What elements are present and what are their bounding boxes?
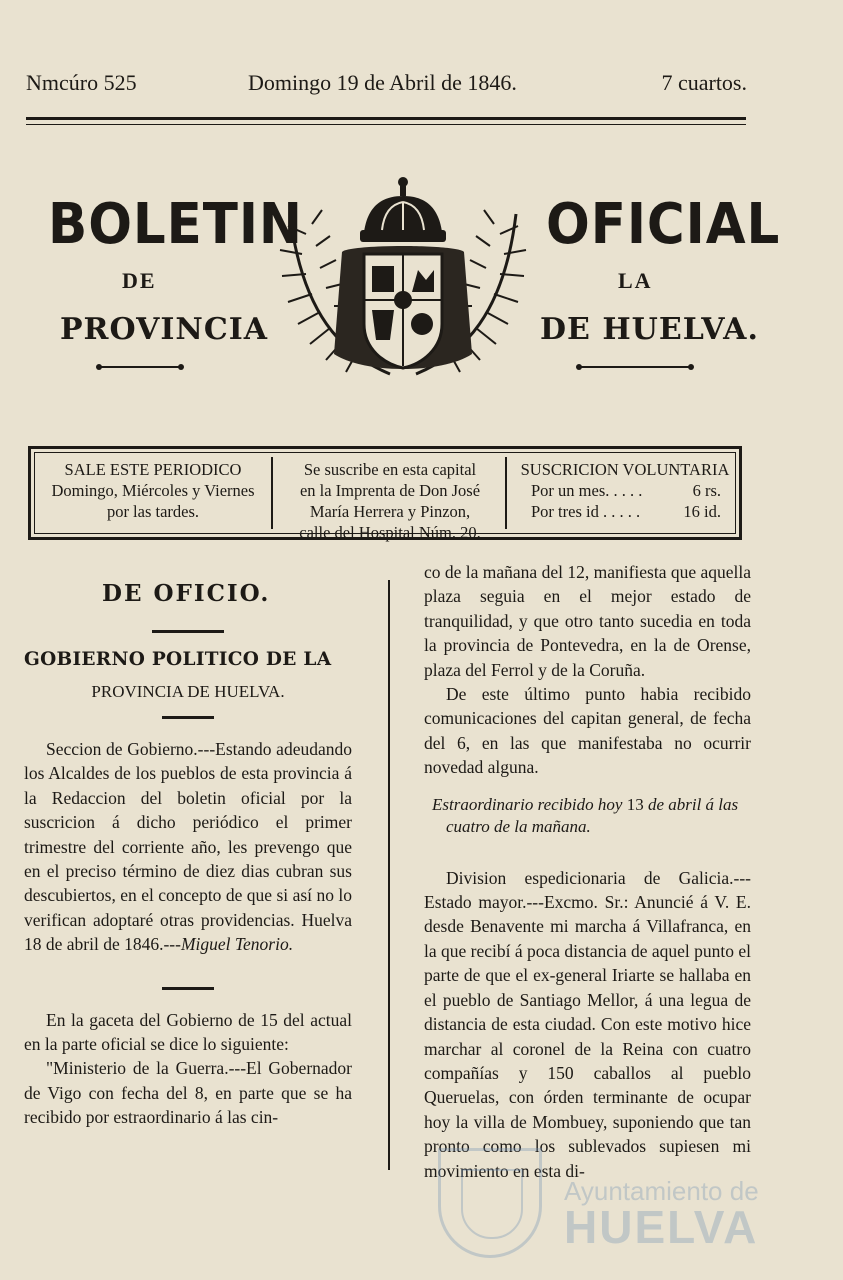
price-value: 6 rs.	[692, 481, 721, 500]
subscription-box	[28, 446, 742, 540]
schedule-line-2: Domingo, Miércoles y Viernes	[51, 481, 255, 500]
article-paragraph: co de la mañana del 12, manifiesta que aquella plaza seguia en el mejor estado de tranquilidad, y que otro tanto sucedia en toda la provincia de Pontevedra, en la de Orense, plaza del Ferrol y de la Coruña.	[424, 562, 752, 680]
prices-title: SUSCRICION VOLUNTARIA	[520, 460, 730, 479]
article-paragraph	[24, 737, 352, 957]
notice-day: 13	[626, 794, 644, 814]
title-boletin: BOLETIN	[48, 192, 303, 257]
price-row	[511, 501, 739, 522]
title-de-huelva: DE HUELVA.	[540, 312, 759, 347]
section-heading-oficio: DE OFICIO.	[102, 580, 271, 607]
heading-gobierno-politico: GOBIERNO POLITICO DE LA	[24, 649, 332, 670]
watermark-line-1: Ayuntamiento de	[564, 1176, 759, 1206]
masthead-line	[26, 70, 747, 106]
title-de: DE	[122, 268, 157, 293]
section-rule	[162, 987, 214, 990]
left-column	[24, 580, 352, 1130]
article-paragraph: "Ministerio de la Guerra.---El Gobernador de Vigo con fecha del 8, en parte que se ha recibido por estraordinario á las cin-	[24, 1058, 352, 1128]
archive-watermark	[438, 1148, 768, 1258]
article-paragraph: Division espedicionaria de Galicia.---Estado mayor.---Excmo. Sr.: Anuncié á V. E. desde Benavente mi marcha á Villafranca, en la que recibí á poca distancia de aquel punto el parte de que el ex-general Iriarte se hallaba en el pueblo de Santiago Mellor, á una legua de distancia de esta ciudad. Con este motivo hice marchar al coronel de la Reina con cuatro compañías y 150 caballos al pueblo Queruelas, con órden terminante de ocupar hoy la villa de Mombuey, suponiendo que tan pronto como los sublevados supiesen mi movimiento en esta di-	[424, 867, 752, 1181]
title-oficial: OFICIAL	[546, 192, 781, 257]
address-line-3: María Herrera y Pinzon,	[309, 502, 471, 521]
address-line-4: calle del Hospital Núm. 20.	[299, 523, 481, 542]
column-divider	[388, 580, 390, 1170]
heading-provincia: PROVINCIA DE HUELVA.	[91, 682, 285, 701]
subscription-address	[279, 459, 501, 543]
article-paragraph: De este último punto habia recibido comunicaciones del capitan general, de fecha del 6, en las que manifestaba no ocurrir novedad alguna.	[424, 684, 751, 778]
title-provincia: PROVINCIA	[60, 312, 269, 347]
section-rule	[152, 630, 224, 633]
schedule-line-1: SALE ESTE PERIODICO	[64, 460, 242, 479]
extraordinary-notice	[432, 794, 751, 838]
title-ornament-left	[100, 366, 180, 368]
right-column	[424, 560, 751, 1183]
box-divider-2	[505, 457, 507, 529]
schedule-line-3: por las tardes.	[106, 502, 200, 521]
title-ornament-right	[580, 366, 690, 368]
publication-schedule	[37, 459, 269, 522]
title-la: LA	[618, 268, 653, 293]
box-divider-1	[271, 457, 273, 529]
issue-number: Nmcúro 525	[26, 70, 137, 95]
address-line-1: Se suscribe en esta capital	[303, 460, 477, 479]
watermark-shield-icon	[438, 1148, 542, 1258]
paragraph-text: Seccion de Gobierno.---Estando adeudando los Alcaldes de los pueblos de esta provincia á la Redaccion del boletin oficial por la suscricion á dicho periódico el primer trimestre del corriente año, les prevengo que en el preciso término de diez dias cubran sus descubiertos, en el concepto de que si así no lo verifican adoptaré otras providencias. Huelva 18 de abril de 1846.---	[24, 739, 352, 955]
issue-date: Domingo 19 de Abril de 1846.	[248, 70, 517, 95]
address-line-2: en la Imprenta de Don José	[299, 481, 481, 500]
section-rule	[162, 716, 214, 719]
price-value: 16 id.	[683, 502, 721, 521]
watermark-line-2: HUELVA	[564, 1201, 759, 1253]
masthead-rule-thick	[26, 117, 746, 120]
price-row	[511, 480, 739, 501]
price-label: Por tres id . . . . .	[531, 502, 641, 521]
issue-price: 7 cuartos.	[661, 70, 747, 95]
notice-text: Estraordinario recibido hoy	[432, 794, 623, 814]
article-paragraph: En la gaceta del Gobierno de 15 del actual en la parte oficial se dice lo siguiente:	[24, 1009, 352, 1055]
notice-time: de abril á las cuatro de la mañana.	[446, 794, 739, 836]
price-label: Por un mes. . . . .	[531, 481, 643, 500]
signature: Miguel Tenorio.	[180, 934, 294, 955]
coat-of-arms-icon	[272, 174, 534, 388]
masthead-rule-thin	[26, 124, 746, 125]
subscription-prices	[511, 459, 739, 522]
